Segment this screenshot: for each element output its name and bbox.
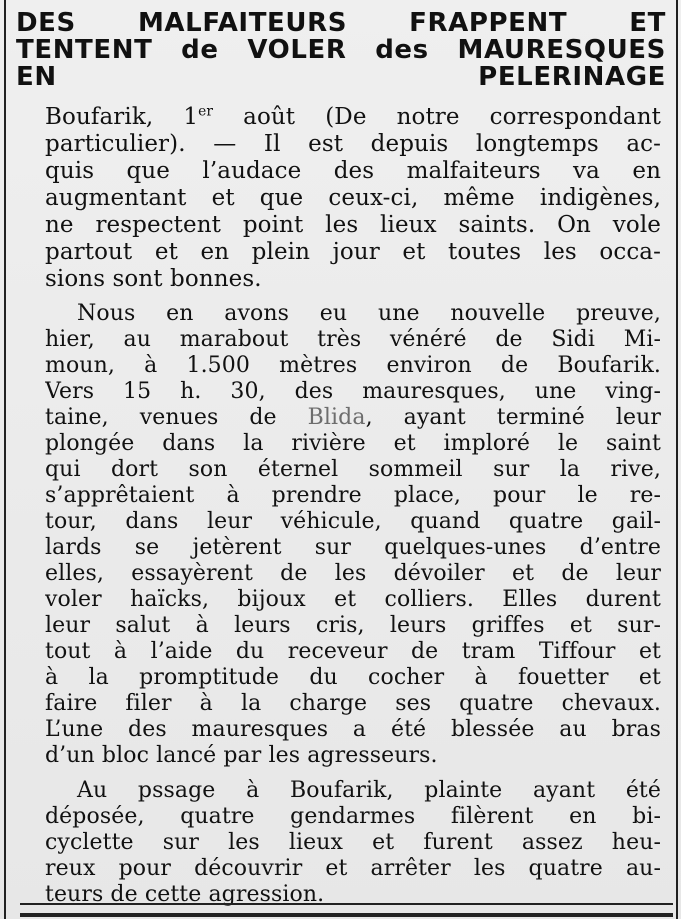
paragraph-2	[45, 301, 661, 769]
paragraph-2-line-16: faire filer à la charge ses quatre chevaux.	[45, 691, 661, 716]
dateline-rest: août (De notre correspondant	[213, 104, 661, 130]
left-column-rule	[4, 0, 6, 919]
bottom-rule	[20, 903, 673, 917]
place-name-blida: Blida	[307, 405, 366, 430]
paragraph-3-line-1: Au pssage à Boufarik, plainte ayant été	[77, 778, 661, 803]
paragraph-3-line-3: cyclette sur les lieux et furent assez heu-	[45, 830, 661, 855]
paragraph-1-line-7: sions sont bonnes.	[45, 266, 262, 292]
paragraph-2-line-8: s’apprêtaient à prendre place, pour le re-	[45, 483, 661, 508]
article-body	[45, 104, 661, 908]
paragraph-2-line-18: d’un bloc lancé par les agresseurs.	[45, 743, 438, 768]
paragraph-2-line-9: tour, dans leur véhicule, quand quatre gail-	[45, 509, 661, 534]
paragraph-2-line-5-suffix: , ayant terminé leur	[365, 405, 661, 430]
paragraph-2-line-5-prefix: taine, venues de	[45, 405, 308, 430]
headline	[16, 10, 666, 91]
headline-line-3: EN PELERINAGE	[16, 64, 666, 91]
paragraph-3-line-4: reux pour découvrir et arrêter les quatre au-	[45, 856, 661, 881]
paragraph-2-line-1: Nous en avons eu une nouvelle preuve,	[77, 301, 661, 326]
paragraph-1	[45, 104, 661, 293]
headline-line-1: DES MALFAITEURS FRAPPENT ET	[16, 10, 666, 37]
paragraph-2-line-3: moun, à 1.500 mètres environ de Boufarik.	[45, 353, 661, 378]
paragraph-2-line-2: hier, au marabout très vénéré de Sidi Mi-	[45, 327, 661, 352]
paragraph-1-line-2: particulier). — Il est depuis longtemps ac-	[45, 131, 661, 157]
paragraph-2-line-14: tout à l’aide du receveur de tram Tiffour et	[45, 639, 661, 664]
paragraph-2-line-4: Vers 15 h. 30, des mauresques, une ving-	[45, 379, 661, 404]
paragraph-1-line-1	[45, 104, 661, 131]
dateline-superscript: er	[198, 104, 214, 120]
paragraph-1-line-5: ne respectent point les lieux saints. On vole	[45, 212, 661, 238]
paragraph-2-line-10: lards se jetèrent sur quelques-unes d’entre	[45, 535, 661, 560]
headline-line-2: TENTENT de VOLER des MAURESQUES	[16, 37, 666, 64]
paragraph-2-line-7: qui dort son éternel sommeil sur la rive,	[45, 457, 661, 482]
paragraph-3	[45, 778, 661, 908]
paragraph-1-line-4: augmentant et que ceux-ci, même indigènes,	[45, 185, 661, 211]
paragraph-2-line-6: plongée dans la rivière et imploré le saint	[45, 431, 661, 456]
paragraph-3-line-2: déposée, quatre gendarmes filèrent en bi-	[45, 804, 661, 829]
paragraph-2-line-5	[45, 405, 661, 431]
paragraph-2-line-15: à la promptitude du cocher à fouetter et	[45, 665, 661, 690]
paragraph-2-line-11: elles, essayèrent de les dévoiler et de leur	[45, 561, 661, 586]
paragraph-2-line-13: leur salut à leurs cris, leurs griffes et sur-	[45, 613, 661, 638]
right-column-rule	[676, 0, 678, 919]
paragraph-1-line-3: quis que l’audace des malfaiteurs va en	[45, 158, 661, 184]
paragraph-3-line-5: teurs de cette agression.	[45, 882, 325, 907]
paragraph-1-line-6: partout et en plein jour et toutes les occa-	[45, 239, 661, 265]
paragraph-2-line-17: L’une des mauresques a été blessée au bras	[45, 717, 661, 742]
paragraph-2-line-12: voler haïcks, bijoux et colliers. Elles durent	[45, 587, 661, 612]
dateline-place: Boufarik, 1	[45, 104, 199, 130]
